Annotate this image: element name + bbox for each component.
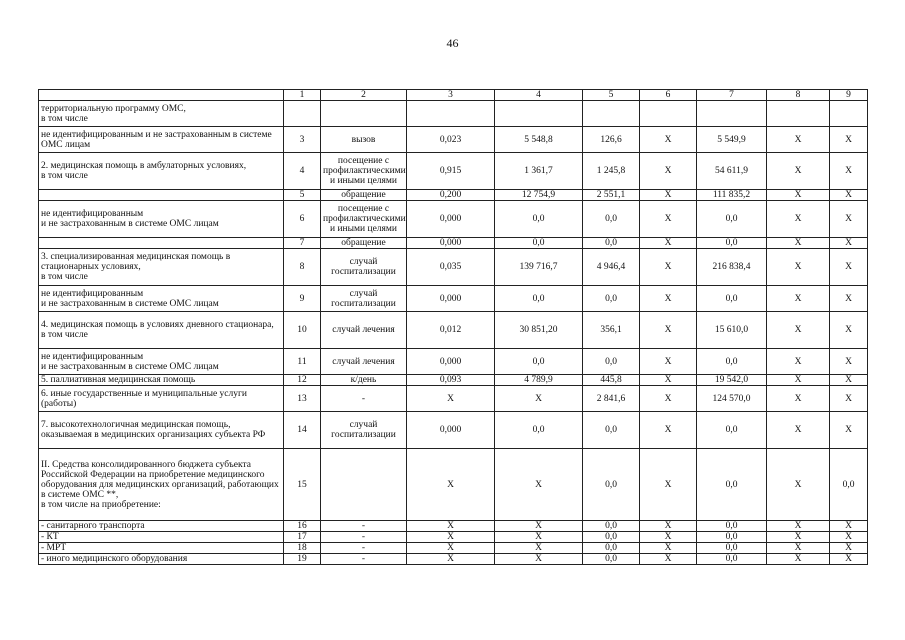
header-cell: 4 bbox=[495, 90, 583, 101]
table-row bbox=[39, 249, 868, 286]
table-row bbox=[39, 543, 868, 554]
col3-cell: 0,000 bbox=[407, 238, 495, 249]
col7-cell: 0,0 bbox=[697, 201, 767, 238]
col7-cell: 124 570,0 bbox=[697, 386, 767, 412]
row-name-cell: не идентифицированным и не застрахованным в системе ОМС лицам bbox=[39, 201, 284, 238]
col6-cell: X bbox=[640, 412, 697, 449]
col7-cell: 111 835,2 bbox=[697, 190, 767, 201]
row-name-cell: - иного медицинского оборудования bbox=[39, 554, 284, 565]
header-cell: 2 bbox=[321, 90, 407, 101]
row-code-cell: 17 bbox=[284, 532, 321, 543]
col4-cell: 0,0 bbox=[495, 238, 583, 249]
col7-cell: 0,0 bbox=[697, 449, 767, 521]
row-code-cell: 18 bbox=[284, 543, 321, 554]
col5-cell: 4 946,4 bbox=[583, 249, 640, 286]
col5-cell: 0,0 bbox=[583, 201, 640, 238]
col8-cell: X bbox=[767, 238, 830, 249]
col7-cell: 0,0 bbox=[697, 554, 767, 565]
row-code-cell: 12 bbox=[284, 375, 321, 386]
col8-cell: X bbox=[767, 349, 830, 375]
col9-cell: X bbox=[830, 286, 868, 312]
table-row bbox=[39, 201, 868, 238]
col3-cell: 0,915 bbox=[407, 153, 495, 190]
unit-cell: к/день bbox=[321, 375, 407, 386]
unit-cell: случай госпитализации bbox=[321, 249, 407, 286]
unit-cell: вызов bbox=[321, 127, 407, 153]
col4-cell: 5 548,8 bbox=[495, 127, 583, 153]
col6-cell: X bbox=[640, 449, 697, 521]
col4-cell: 0,0 bbox=[495, 349, 583, 375]
row-code-cell: 4 bbox=[284, 153, 321, 190]
col4-cell: 4 789,9 bbox=[495, 375, 583, 386]
col3-cell: 0,200 bbox=[407, 190, 495, 201]
row-name-cell bbox=[39, 190, 284, 201]
table-row bbox=[39, 127, 868, 153]
col7-cell: 15 610,0 bbox=[697, 312, 767, 349]
row-code-cell: 14 bbox=[284, 412, 321, 449]
col7-cell: 5 549,9 bbox=[697, 127, 767, 153]
row-name-cell: 6. иные государственные и муниципальные услуги (работы) bbox=[39, 386, 284, 412]
col4-cell: X bbox=[495, 521, 583, 532]
col4-cell: 0,0 bbox=[495, 286, 583, 312]
col9-cell: X bbox=[830, 386, 868, 412]
row-name-cell bbox=[39, 238, 284, 249]
col5-cell: 0,0 bbox=[583, 238, 640, 249]
col5-cell: 356,1 bbox=[583, 312, 640, 349]
col9-cell: X bbox=[830, 190, 868, 201]
col9-cell: X bbox=[830, 543, 868, 554]
header-cell: 1 bbox=[284, 90, 321, 101]
col5-cell: 2 841,6 bbox=[583, 386, 640, 412]
col9-cell: X bbox=[830, 532, 868, 543]
table-row bbox=[39, 521, 868, 532]
unit-cell: - bbox=[321, 554, 407, 565]
col5-cell: 1 245,8 bbox=[583, 153, 640, 190]
col3-cell: 0,000 bbox=[407, 201, 495, 238]
col6-cell: X bbox=[640, 238, 697, 249]
unit-cell: - bbox=[321, 521, 407, 532]
page-number: 46 bbox=[446, 36, 459, 50]
row-code-cell: 3 bbox=[284, 127, 321, 153]
table-row bbox=[39, 554, 868, 565]
row-code-cell: 13 bbox=[284, 386, 321, 412]
col5-cell: 0,0 bbox=[583, 286, 640, 312]
col7-cell: 0,0 bbox=[697, 412, 767, 449]
col5-cell bbox=[583, 101, 640, 127]
col9-cell: X bbox=[830, 375, 868, 386]
col8-cell: X bbox=[767, 190, 830, 201]
col5-cell: 0,0 bbox=[583, 532, 640, 543]
col3-cell: X bbox=[407, 543, 495, 554]
col7-cell: 0,0 bbox=[697, 286, 767, 312]
row-code-cell: 15 bbox=[284, 449, 321, 521]
row-name-cell: не идентифицированным и не застрахованным в системе ОМС лицам bbox=[39, 349, 284, 375]
table-row bbox=[39, 412, 868, 449]
col4-cell: X bbox=[495, 532, 583, 543]
col9-cell: X bbox=[830, 554, 868, 565]
col4-cell: 0,0 bbox=[495, 201, 583, 238]
col8-cell: X bbox=[767, 153, 830, 190]
table-body bbox=[39, 90, 868, 565]
header-cell: 6 bbox=[640, 90, 697, 101]
row-name-cell: территориальную программу ОМС, в том числе bbox=[39, 101, 284, 127]
table-row bbox=[39, 532, 868, 543]
col6-cell: X bbox=[640, 286, 697, 312]
unit-cell bbox=[321, 449, 407, 521]
col8-cell: X bbox=[767, 312, 830, 349]
unit-cell: случай лечения bbox=[321, 312, 407, 349]
col6-cell: X bbox=[640, 386, 697, 412]
col6-cell: X bbox=[640, 312, 697, 349]
col7-cell: 19 542,0 bbox=[697, 375, 767, 386]
col3-cell: X bbox=[407, 554, 495, 565]
col6-cell: X bbox=[640, 249, 697, 286]
unit-cell: - bbox=[321, 543, 407, 554]
col6-cell: X bbox=[640, 153, 697, 190]
col6-cell: X bbox=[640, 127, 697, 153]
col6-cell: X bbox=[640, 375, 697, 386]
col8-cell: X bbox=[767, 449, 830, 521]
col6-cell: X bbox=[640, 521, 697, 532]
col3-cell: X bbox=[407, 532, 495, 543]
table-row bbox=[39, 101, 868, 127]
row-code-cell: 7 bbox=[284, 238, 321, 249]
col7-cell: 216 838,4 bbox=[697, 249, 767, 286]
col8-cell: X bbox=[767, 543, 830, 554]
col8-cell: X bbox=[767, 412, 830, 449]
row-name-cell: - санитарного транспорта bbox=[39, 521, 284, 532]
col6-cell: X bbox=[640, 349, 697, 375]
col7-cell: 0,0 bbox=[697, 238, 767, 249]
row-code-cell: 16 bbox=[284, 521, 321, 532]
col8-cell: X bbox=[767, 201, 830, 238]
col6-cell: X bbox=[640, 190, 697, 201]
table-row bbox=[39, 190, 868, 201]
table-row bbox=[39, 238, 868, 249]
header-cell: 9 bbox=[830, 90, 868, 101]
col9-cell: X bbox=[830, 249, 868, 286]
col8-cell: X bbox=[767, 286, 830, 312]
col8-cell: X bbox=[767, 521, 830, 532]
unit-cell: обращение bbox=[321, 190, 407, 201]
col5-cell: 2 551,1 bbox=[583, 190, 640, 201]
col3-cell: 0,035 bbox=[407, 249, 495, 286]
unit-cell: - bbox=[321, 532, 407, 543]
row-name-cell: - МРТ bbox=[39, 543, 284, 554]
col3-cell bbox=[407, 101, 495, 127]
col6-cell: X bbox=[640, 543, 697, 554]
row-name-cell: 2. медицинская помощь в амбулаторных условиях, в том числе bbox=[39, 153, 284, 190]
col6-cell: X bbox=[640, 532, 697, 543]
col5-cell: 0,0 bbox=[583, 349, 640, 375]
row-name-cell: не идентифицированным и не застрахованным в системе ОМС лицам bbox=[39, 127, 284, 153]
col9-cell: X bbox=[830, 238, 868, 249]
table-row bbox=[39, 312, 868, 349]
col9-cell: X bbox=[830, 349, 868, 375]
col5-cell: 0,0 bbox=[583, 543, 640, 554]
col8-cell: X bbox=[767, 554, 830, 565]
row-name-cell: II. Средства консолидированного бюджета субъекта Российской Федерации на приобретение медицинского оборудования для медицинских организаций, работающих в системе ОМС **, в том числе на приобретение: bbox=[39, 449, 284, 521]
col9-cell: X bbox=[830, 521, 868, 532]
col9-cell: 0,0 bbox=[830, 449, 868, 521]
col6-cell bbox=[640, 101, 697, 127]
unit-cell: посещение с профилактическими и иными целями bbox=[321, 201, 407, 238]
col9-cell: X bbox=[830, 153, 868, 190]
unit-cell bbox=[321, 101, 407, 127]
table-row bbox=[39, 375, 868, 386]
table-row bbox=[39, 386, 868, 412]
col3-cell: 0,023 bbox=[407, 127, 495, 153]
col5-cell: 0,0 bbox=[583, 521, 640, 532]
col4-cell: 12 754,9 bbox=[495, 190, 583, 201]
unit-cell: посещение с профилактическими и иными целями bbox=[321, 153, 407, 190]
col6-cell: X bbox=[640, 201, 697, 238]
col4-cell: 1 361,7 bbox=[495, 153, 583, 190]
col7-cell bbox=[697, 101, 767, 127]
col7-cell: 0,0 bbox=[697, 349, 767, 375]
col5-cell: 0,0 bbox=[583, 554, 640, 565]
row-code-cell: 9 bbox=[284, 286, 321, 312]
col9-cell: X bbox=[830, 412, 868, 449]
table-row bbox=[39, 286, 868, 312]
col9-cell: X bbox=[830, 201, 868, 238]
unit-cell: обращение bbox=[321, 238, 407, 249]
col3-cell: X bbox=[407, 449, 495, 521]
unit-cell: - bbox=[321, 386, 407, 412]
table-row bbox=[39, 349, 868, 375]
header-cell: 3 bbox=[407, 90, 495, 101]
unit-cell: случай лечения bbox=[321, 349, 407, 375]
row-code-cell bbox=[284, 101, 321, 127]
col9-cell: X bbox=[830, 127, 868, 153]
col4-cell bbox=[495, 101, 583, 127]
row-code-cell: 11 bbox=[284, 349, 321, 375]
col6-cell: X bbox=[640, 554, 697, 565]
column-number-row bbox=[39, 90, 868, 101]
col8-cell: X bbox=[767, 127, 830, 153]
col7-cell: 54 611,9 bbox=[697, 153, 767, 190]
col4-cell: 0,0 bbox=[495, 412, 583, 449]
row-code-cell: 5 bbox=[284, 190, 321, 201]
col5-cell: 0,0 bbox=[583, 449, 640, 521]
col5-cell: 0,0 bbox=[583, 412, 640, 449]
row-name-cell: 3. специализированная медицинская помощь в стационарных условиях, в том числе bbox=[39, 249, 284, 286]
row-name-cell: 5. паллиативная медицинская помощь bbox=[39, 375, 284, 386]
header-cell: 7 bbox=[697, 90, 767, 101]
col4-cell: X bbox=[495, 386, 583, 412]
col4-cell: X bbox=[495, 449, 583, 521]
row-code-cell: 19 bbox=[284, 554, 321, 565]
row-code-cell: 10 bbox=[284, 312, 321, 349]
header-cell: 8 bbox=[767, 90, 830, 101]
col7-cell: 0,0 bbox=[697, 521, 767, 532]
col4-cell: 139 716,7 bbox=[495, 249, 583, 286]
col3-cell: X bbox=[407, 386, 495, 412]
col4-cell: X bbox=[495, 554, 583, 565]
col8-cell bbox=[767, 101, 830, 127]
col5-cell: 445,8 bbox=[583, 375, 640, 386]
col8-cell: X bbox=[767, 375, 830, 386]
row-code-cell: 8 bbox=[284, 249, 321, 286]
col3-cell: 0,000 bbox=[407, 412, 495, 449]
budget-table bbox=[38, 89, 868, 565]
col3-cell: X bbox=[407, 521, 495, 532]
col9-cell bbox=[830, 101, 868, 127]
col8-cell: X bbox=[767, 386, 830, 412]
col5-cell: 126,6 bbox=[583, 127, 640, 153]
row-name-cell: 4. медицинская помощь в условиях дневного стационара, в том числе bbox=[39, 312, 284, 349]
row-code-cell: 6 bbox=[284, 201, 321, 238]
header-cell: 5 bbox=[583, 90, 640, 101]
unit-cell: случай госпитализации bbox=[321, 412, 407, 449]
row-name-cell: 7. высокотехнологичная медицинская помощь, оказываемая в медицинских организациях субъекта РФ bbox=[39, 412, 284, 449]
row-name-cell: - КТ bbox=[39, 532, 284, 543]
row-name-cell: не идентифицированным и не застрахованным в системе ОМС лицам bbox=[39, 286, 284, 312]
col3-cell: 0,012 bbox=[407, 312, 495, 349]
table-row bbox=[39, 153, 868, 190]
col8-cell: X bbox=[767, 532, 830, 543]
col3-cell: 0,000 bbox=[407, 286, 495, 312]
col4-cell: 30 851,20 bbox=[495, 312, 583, 349]
unit-cell: случай госпитализации bbox=[321, 286, 407, 312]
col8-cell: X bbox=[767, 249, 830, 286]
col7-cell: 0,0 bbox=[697, 532, 767, 543]
header-empty-cell bbox=[39, 90, 284, 101]
col3-cell: 0,000 bbox=[407, 349, 495, 375]
table-row bbox=[39, 449, 868, 521]
col9-cell: X bbox=[830, 312, 868, 349]
col4-cell: X bbox=[495, 543, 583, 554]
col7-cell: 0,0 bbox=[697, 543, 767, 554]
col3-cell: 0,093 bbox=[407, 375, 495, 386]
